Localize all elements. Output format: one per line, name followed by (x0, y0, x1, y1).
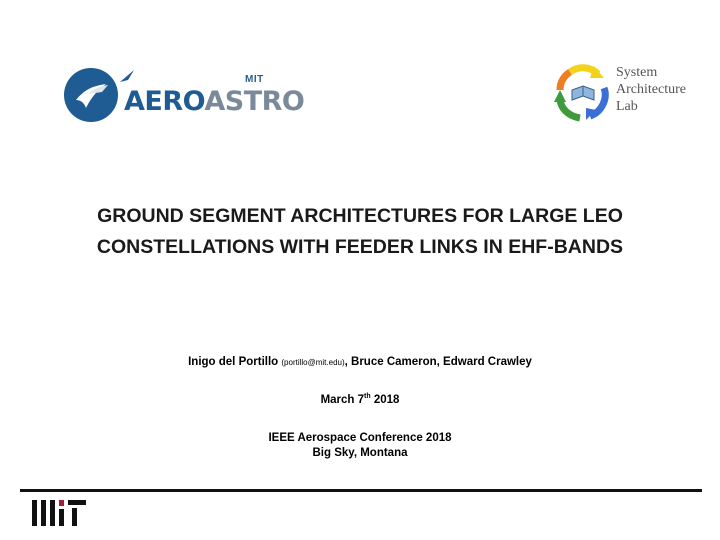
presentation-title (40, 201, 680, 263)
footer-divider (20, 489, 702, 492)
title-line-2: CONSTELLATIONS WITH FEEDER LINKS IN EHF-BANDS (96, 236, 624, 258)
date-ordinal: th (364, 393, 371, 400)
sal-line-3: Lab (616, 99, 638, 114)
system-architecture-lab-logo (552, 62, 702, 126)
aeroastro-mit-label: MIT (245, 74, 264, 85)
date-prefix: March 7 (320, 393, 365, 406)
first-author: Inigo del Portillo (188, 356, 279, 368)
cycle-arrows-icon (552, 62, 614, 124)
aeroastro-wordmark (124, 86, 304, 117)
author-email: (portillo@mit.edu) (281, 358, 345, 367)
aeroastro-aero-text: AERO (124, 86, 205, 117)
authors-line (40, 356, 680, 368)
conference-name: IEEE Aerospace Conference 2018 (268, 432, 452, 444)
title-line-1: GROUND SEGMENT ARCHITECTURES FOR LARGE LEO (97, 205, 623, 227)
other-authors: , Bruce Cameron, Edward Crawley (344, 356, 532, 368)
conference-location: Big Sky, Montana (312, 447, 408, 459)
system-architecture-lab-text (616, 64, 686, 115)
aeroastro-logo (62, 64, 305, 124)
mit-logo-icon (32, 500, 86, 526)
presentation-date (40, 393, 680, 406)
sal-line-1: System (616, 65, 658, 80)
date-suffix: 2018 (370, 393, 400, 406)
aeroastro-emblem-icon (62, 64, 122, 124)
sal-line-2: Architecture (616, 82, 686, 97)
aeroastro-arrow-icon (120, 70, 134, 82)
aeroastro-astro-text: ASTRO (204, 86, 305, 117)
conference-info (40, 431, 680, 461)
